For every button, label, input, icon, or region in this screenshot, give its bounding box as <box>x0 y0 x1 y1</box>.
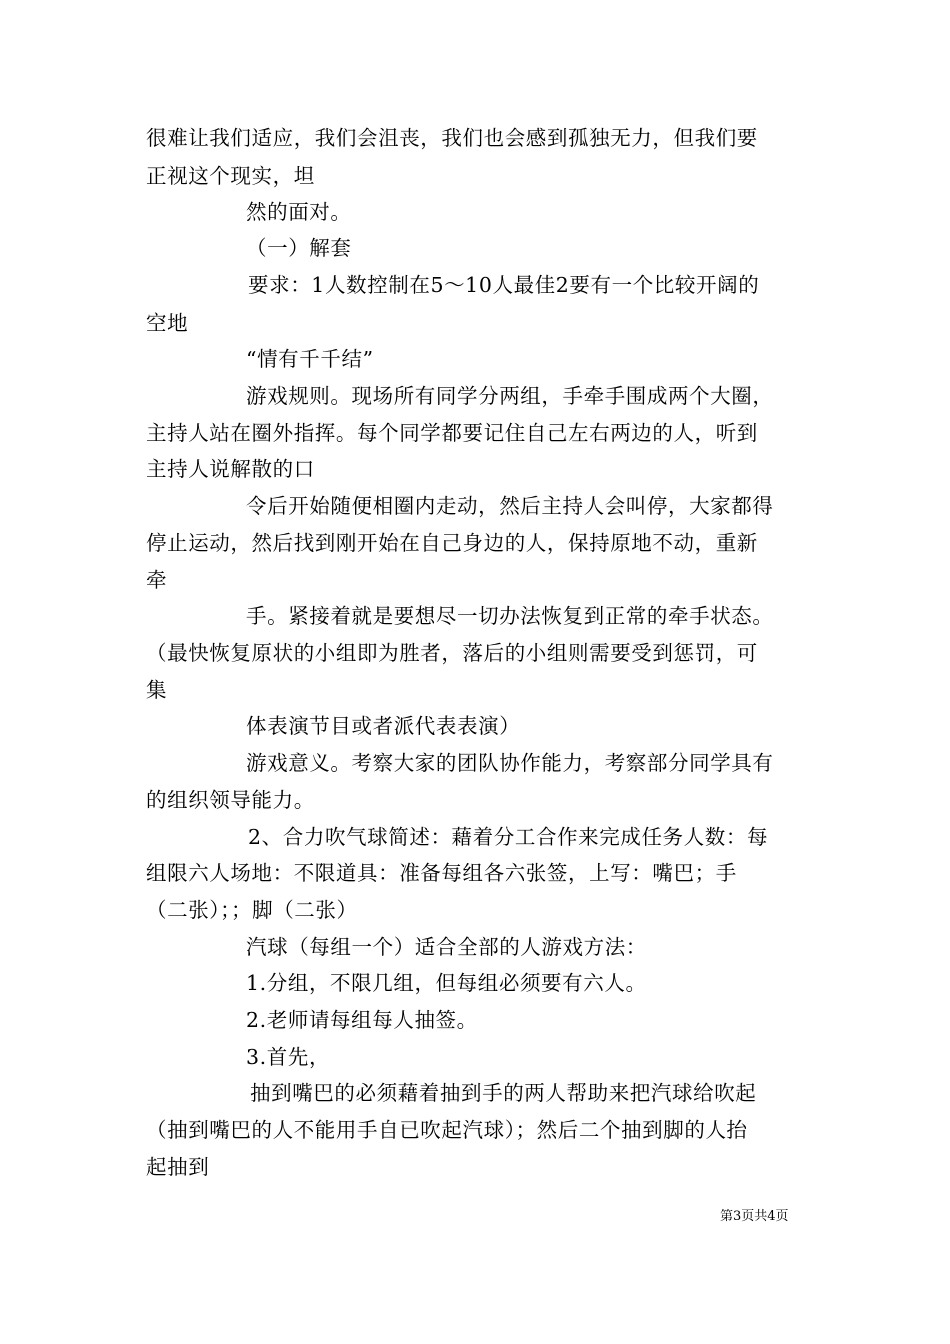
section-heading: （一）解套 <box>246 236 352 260</box>
text-line: 令后开始随便相圈内走动，然后主持人会叫停，大家都得 <box>246 494 774 518</box>
text-line: 组限六人场地：不限道具：准备每组各六张签，上写：嘴巴；手 <box>146 861 737 885</box>
text-line: 然的面对。 <box>246 200 352 224</box>
text-line: 的组织领导能力。 <box>146 788 315 812</box>
text-line: 抽到嘴巴的必须藉着抽到手的两人帮助来把汽球给吹起 <box>250 1081 757 1105</box>
text-line: 牵 <box>146 568 168 592</box>
text-line: 2、合力吹气球简述：藉着分工合作来完成任务人数：每 <box>248 825 769 849</box>
text-line: （二张）；；脚（二张） <box>146 898 358 922</box>
list-item: 1.分组，不限几组，但每组必须要有六人。 <box>246 971 647 995</box>
text-line: 停止运动，然后找到刚开始在自己身边的人，保持原地不动，重新 <box>146 531 758 555</box>
text-line: 主持人站在圈外指挥。每个同学都要记住自己左右两边的人，听到 <box>146 421 758 445</box>
text-line: 游戏规则。现场所有同学分两组，手牵手围成两个大圈， <box>246 384 774 408</box>
text-line: 汽球（每组一个）适合全部的人游戏方法： <box>246 935 647 959</box>
text-line: 正视这个现实，坦 <box>146 164 315 188</box>
text-line: 起抽到 <box>146 1155 210 1179</box>
text-line: （抽到嘴巴的人不能用手自已吹起汽球）；然后二个抽到脚的人抬 <box>146 1118 748 1142</box>
text-line: 主持人说解散的口 <box>146 457 315 481</box>
text-line: 体表演节目或者派代表表演） <box>246 714 521 738</box>
text-line: （最快恢复原状的小组即为胜者，落后的小组则需要受到惩罚，可 <box>146 641 758 665</box>
text-line: 手。紧接着就是要想尽一切办法恢复到正常的牵手状态。 <box>246 604 774 628</box>
text-line: 集 <box>146 678 168 702</box>
list-item: 2.老师请每组每人抽签。 <box>246 1008 478 1032</box>
text-line: 空地 <box>146 311 189 335</box>
text-line: 要求：1人数控制在5～10人最佳2要有一个比较开阔的 <box>248 273 760 297</box>
text-line: 游戏意义。考察大家的团队协作能力，考察部分同学具有 <box>246 751 774 775</box>
page-number-footer: 第3页共4页 <box>720 1209 789 1224</box>
text-line: 很难让我们适应，我们会沮丧，我们也会感到孤独无力，但我们要 <box>146 126 758 150</box>
list-item: 3.首先， <box>246 1045 331 1069</box>
game-title: “情有千千结” <box>246 347 374 371</box>
